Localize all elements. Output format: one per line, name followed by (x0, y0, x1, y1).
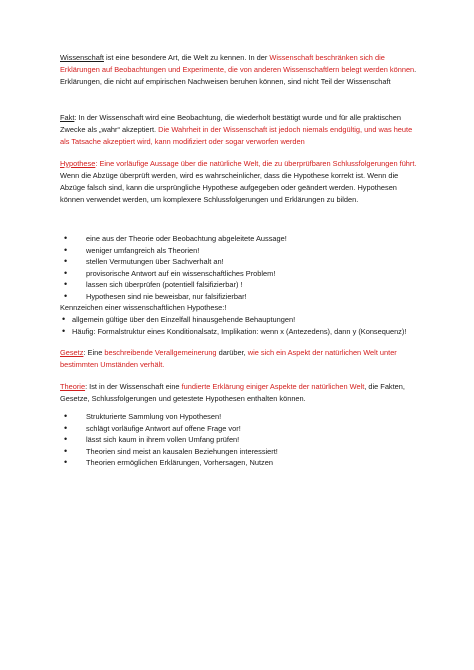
bullet-icon: • (64, 422, 68, 433)
term-fakt: Fakt (60, 113, 75, 122)
bullet-icon: • (62, 325, 66, 336)
highlight-segment: wie sich ein Aspekt der natürlichen Welt unter bestimmten Umständen verhält. (60, 348, 397, 369)
kennzeichen-heading: Kennzeichen einer wissenschaftlichen Hypothese:! (60, 303, 227, 312)
list-item (60, 256, 420, 268)
list-item (60, 411, 420, 423)
paragraph-theorie (60, 381, 420, 405)
list-item (60, 434, 420, 446)
list-item (60, 245, 420, 257)
text-segment: , die Fakten, Gesetze, Schlussfolgerungen und getestete Hypothesen enthalten können. (60, 382, 405, 403)
highlight-segment: fundierte Erklärung einiger Aspekte der natürlichen Welt (181, 382, 365, 391)
list-item (60, 233, 420, 245)
list-item-text: Hypothesen sind nie beweisbar, nur falsifizierbar! (86, 291, 247, 301)
list-item (60, 457, 420, 469)
list-item (60, 279, 420, 291)
bullet-icon: • (64, 244, 68, 255)
bullet-icon: • (64, 457, 68, 468)
paragraph-gesetz (60, 347, 420, 371)
list-item-text: Theorien ermöglichen Erklärungen, Vorhersagen, Nutzen (86, 458, 273, 468)
list-item-text: schlägt vorläufige Antwort auf offene Frage vor! (86, 423, 241, 433)
list-item-text: Häufig: Formalstruktur eines Konditionalsatz, Implikation: wenn x (Antezedens), dann y (Konsequenz)! (72, 326, 407, 336)
term-theorie: Theorie (60, 382, 86, 391)
bullet-icon: • (64, 279, 68, 290)
list-item-text: allgemein gültige über den Einzelfall hinausgehende Behauptungen! (72, 315, 296, 324)
bullet-icon: • (64, 267, 68, 278)
list-item (60, 446, 420, 458)
bullet-icon: • (64, 434, 68, 445)
text-segment: darüber, (216, 348, 248, 357)
list-item-text: stellen Vermutungen über Sachverhalt an! (86, 257, 224, 267)
bullet-icon: • (64, 445, 68, 456)
list-item (60, 291, 420, 303)
highlight-segment: Die Wahrheit in der Wissenschaft ist jedoch niemals endgültig, und was heute als Tatsache akzeptiert wird, kann modifiziert oder sogar verworfen werden (60, 125, 413, 146)
list-item (60, 423, 420, 435)
bullet-icon: • (62, 314, 66, 324)
list-item (60, 314, 420, 326)
highlight-segment: : Eine vorläufige Aussage über die natürliche Welt, die zu überprüfbaren Schlussfolgerungen führt. (95, 159, 417, 168)
list-item-text: eine aus der Theorie oder Beobachtung abgeleitete Aussage! (86, 234, 287, 243)
list-item-text: weniger umfangreich als Theorien! (86, 245, 200, 255)
term-wissenschaft: Wissenschaft (60, 53, 104, 62)
hypothese-bullet-list (60, 233, 420, 303)
bullet-icon: • (64, 233, 68, 243)
paragraph-wissenschaft (60, 52, 420, 88)
term-gesetz: Gesetz (60, 348, 84, 357)
theorie-bullet-list (60, 411, 420, 469)
list-item-text: lassen sich überprüfen (potentiell falsifizierbar) ! (86, 280, 243, 290)
bullet-icon: • (64, 290, 68, 301)
highlight-segment: beschreibende Verallgemeinerung (104, 348, 217, 357)
text-segment: : In der Wissenschaft wird eine Beobachtung, die wiederholt bestätigt wurde und für alle praktischen Zwecke als „wahr“ akzeptiert. (60, 113, 401, 134)
text-segment: . Erklärungen, die nicht auf empirischen Nachweisen beruhen können, sind nicht Teil der Wissenschaft (60, 65, 417, 86)
paragraph-hypothese (60, 158, 420, 206)
text-segment: Wenn die Abzüge überprüft werden, wird es wahrscheinlicher, dass die Hypothese korrekt ist. Wenn die Abzüge falsch sind, kann die ursprüngliche Hypothese aufgegeben oder geändert werden. Hypothesen können verwendet werden, um komplexere Schlussfolgerungen und Erklärungen zu bilden. (60, 171, 399, 204)
list-item-text: lässt sich kaum in ihrem vollen Umfang prüfen! (86, 435, 240, 445)
text-segment: ist eine besondere Art, die Welt zu kennen. In der (103, 53, 270, 62)
bullet-icon: • (64, 411, 68, 421)
kennzeichen-bullet-list (60, 314, 420, 337)
text-segment: : Ist in der Wissenschaft eine (85, 382, 182, 391)
paragraph-fakt (60, 112, 420, 148)
list-item (60, 326, 420, 338)
text-segment: : Eine (83, 348, 105, 357)
bullet-icon: • (64, 256, 68, 267)
list-item-text: Theorien sind meist an kausalen Beziehungen interessiert! (86, 446, 278, 456)
term-hypothese: Hypothese (60, 159, 96, 168)
highlight-segment: Wissenschaft beschränken sich die Erklärungen auf Beobachtungen und Experimente, die von anderen Wissenschaftlern belegt werden können (60, 53, 415, 74)
list-item (60, 268, 420, 280)
list-item-text: provisorische Antwort auf ein wissenschaftliches Problem! (86, 268, 276, 278)
list-item-text: Strukturierte Sammlung von Hypothesen! (86, 412, 222, 421)
